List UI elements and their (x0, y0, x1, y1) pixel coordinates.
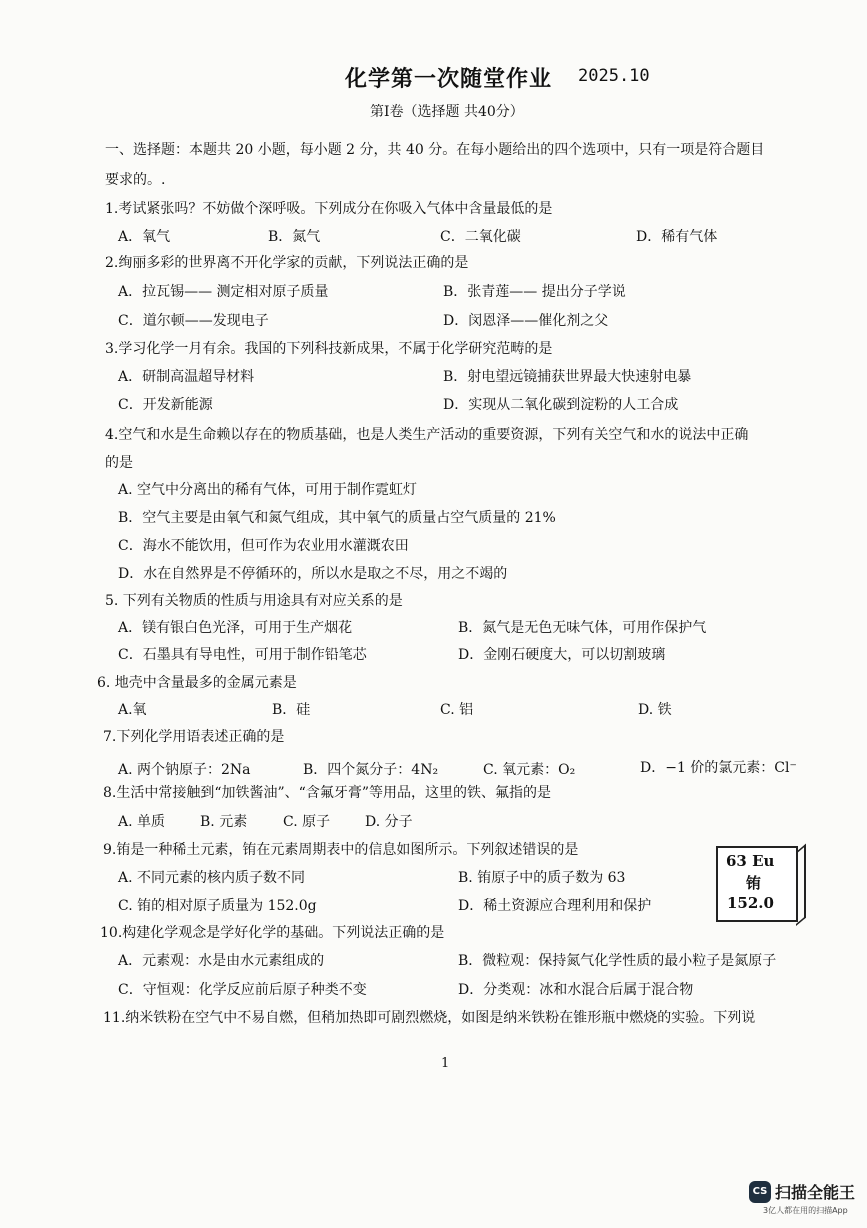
periodic-element-card (716, 846, 798, 922)
section-intro-line-2: 要求的。. (105, 172, 166, 188)
question-9-option-c: C. 铕的相对原子质量为 152.0g (118, 898, 317, 914)
question-10-option-c: C．守恒观：化学反应前后原子种类不变 (118, 982, 367, 998)
question-6-option-b: B．硅 (272, 702, 311, 718)
question-3-option-c: C．开发新能源 (118, 397, 213, 413)
question-10-option-d: D．分类观：冰和水混合后属于混合物 (458, 982, 694, 998)
question-9-stem: 9.铕是一种稀土元素，铕在元素周期表中的信息如图所示。下列叙述错误的是 (103, 842, 579, 858)
question-3-option-d: D．实现从二氧化碳到淀粉的人工合成 (443, 397, 679, 413)
question-7-option-c: C. 氧元素：O₂ (483, 762, 576, 778)
question-5-option-d: D．金刚石硬度大，可以切割玻璃 (458, 647, 666, 663)
question-9-option-b: B. 铕原子中的质子数为 63 (458, 870, 626, 886)
question-5-stem: 5. 下列有关物质的性质与用途具有对应关系的是 (105, 593, 403, 609)
question-4-option-b: B．空气主要是由氧气和氮气组成，其中氧气的质量占空气质量的 21% (118, 510, 556, 526)
question-4-stem: 4.空气和水是生命赖以存在的物质基础，也是人类生产活动的重要资源，下列有关空气和水的说法中正确 (105, 427, 749, 443)
scanner-logo-icon: CS (749, 1181, 771, 1203)
question-7-option-d: D．−1 价的氯元素：Cl⁻ (640, 760, 797, 776)
question-10-option-b: B．微粒观：保持氮气化学性质的最小粒子是氮原子 (458, 953, 777, 969)
scanner-logo-subtext: 3亿人都在用的扫描App (763, 1206, 848, 1215)
element-mass: 152.0 (727, 894, 774, 912)
question-1-option-b: B．氮气 (268, 229, 321, 245)
question-2-option-c: C．道尔顿——发现电子 (118, 313, 269, 329)
question-1-stem: 1.考试紧张吗？不妨做个深呼吸。下列成分在你吸入气体中含量最低的是 (105, 201, 553, 217)
question-7-option-a: A. 两个钠原子：2Na (118, 762, 251, 778)
page-date: 2025.10 (578, 66, 650, 86)
question-6-option-a: A.氧 (118, 702, 147, 718)
question-4-option-d: D．水在自然界是不停循环的，所以水是取之不尽，用之不竭的 (118, 566, 508, 582)
question-1-option-c: C．二氧化碳 (440, 229, 521, 245)
question-2-stem: 2.绚丽多彩的世界离不开化学家的贡献，下列说法正确的是 (105, 255, 469, 271)
question-8-option-d: D. 分子 (365, 814, 413, 830)
question-4-option-c: C．海水不能饮用，但可作为农业用水灌溉农田 (118, 538, 409, 554)
question-5-option-b: B．氮气是无色无味气体，可用作保护气 (458, 620, 707, 636)
element-name: 铕 (746, 874, 762, 892)
question-3-stem: 3.学习化学一月有余。我国的下列科技新成果，不属于化学研究范畴的是 (105, 341, 553, 357)
element-number-symbol: 63 Eu (726, 852, 775, 870)
question-7-option-b: B．四个氮分子：4N₂ (303, 762, 439, 778)
question-9-option-d: D．稀土资源应合理利用和保护 (458, 898, 652, 914)
question-9-option-a: A. 不同元素的核内质子数不同 (118, 870, 306, 886)
question-10-stem: 10.构建化学观念是学好化学的基础。下列说法正确的是 (100, 925, 445, 941)
question-8-option-c: C. 原子 (283, 814, 331, 830)
page-subtitle: 第Ⅰ卷（选择题 共40分） (370, 104, 524, 120)
question-7-stem: 7.下列化学用语表述正确的是 (103, 729, 285, 745)
question-5-option-c: C．石墨具有导电性，可用于制作铅笔芯 (118, 647, 367, 663)
question-8-stem: 8.生活中常接触到“加铁酱油”、“含氟牙膏”等用品，这里的铁、氟指的是 (103, 785, 551, 801)
question-2-option-d: D．闵恩泽——催化剂之父 (443, 313, 609, 329)
question-5-option-a: A．镁有银白色光泽，可用于生产烟花 (118, 620, 353, 636)
question-3-option-b: B．射电望远镜捕获世界最大快速射电暴 (443, 369, 692, 385)
question-4-stem-cont: 的是 (105, 455, 133, 471)
question-3-option-a: A．研制高温超导材料 (118, 369, 255, 385)
question-6-stem: 6. 地壳中含量最多的金属元素是 (97, 675, 297, 691)
question-6-option-c: C. 铝 (440, 702, 474, 718)
question-2-option-a: A．拉瓦锡—— 测定相对原子质量 (118, 284, 329, 300)
question-1-option-a: A．氧气 (118, 229, 171, 245)
question-10-option-a: A．元素观：水是由水元素组成的 (118, 953, 325, 969)
question-1-option-d: D．稀有气体 (636, 229, 718, 245)
question-6-option-d: D. 铁 (638, 702, 672, 718)
question-2-option-b: B．张青莲—— 提出分子学说 (443, 284, 626, 300)
question-8-option-b: B. 元素 (200, 814, 248, 830)
question-4-option-a: A. 空气中分离出的稀有气体，可用于制作霓虹灯 (118, 482, 418, 498)
section-intro-line-1: 一、选择题：本题共 20 小题，每小题 2 分，共 40 分。在每小题给出的四个选项中，只有一项是符合题目 (105, 142, 765, 158)
question-8-option-a: A. 单质 (118, 814, 166, 830)
page-number: 1 (441, 1056, 450, 1071)
page-title: 化学第一次随堂作业 (345, 66, 553, 92)
question-11-stem: 11.纳米铁粉在空气中不易自燃，但稍加热即可剧烈燃烧，如图是纳米铁粉在锥形瓶中燃烧的实验。下列说 (103, 1010, 756, 1026)
scanner-logo-text: 扫描全能王 (775, 1183, 856, 1202)
